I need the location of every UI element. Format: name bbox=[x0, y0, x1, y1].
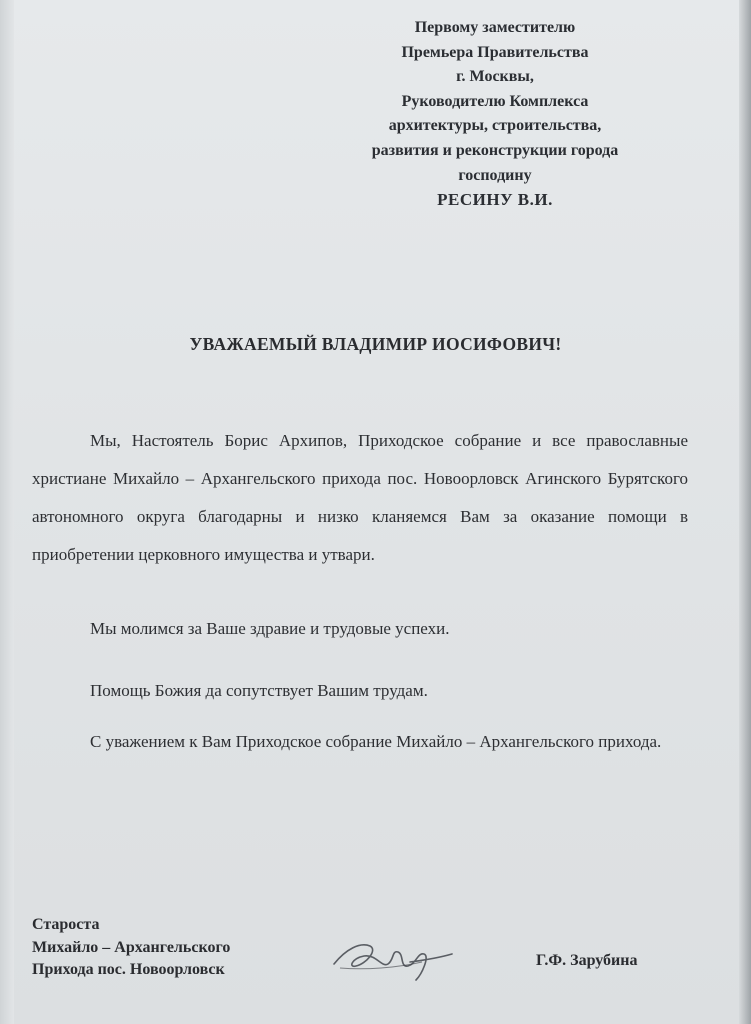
signatory-title-line: Прихода пос. Новоорловск bbox=[32, 961, 225, 978]
page-right-edge bbox=[739, 0, 751, 1024]
signatory-title-line: Староста bbox=[32, 916, 100, 933]
addressee-name: РЕСИНУ В.И. bbox=[437, 190, 553, 210]
addressee-line: Руководителю Комплекса bbox=[401, 92, 589, 110]
signatory-title-block bbox=[32, 914, 230, 982]
signatory-title-line: Михайло – Архангельского bbox=[32, 938, 231, 956]
addressee-line: г. Москвы, bbox=[456, 68, 534, 86]
addressee-line: Премьера Правительства bbox=[401, 43, 589, 61]
addressee-block bbox=[320, 16, 670, 213]
body-paragraph: С уважением к Вам Приходское собрание Михайло – Архангельского прихода. bbox=[90, 732, 662, 751]
addressee-line: архитектуры, строительства, bbox=[388, 117, 602, 135]
body-paragraph: Мы, Настоятель Борис Архипов, Приходское собрание и все православные христиане Михайло – Архангельского прихода пос. Новоорловск Агинского Бурятского автономного округа благодарны и низко кланяемся Вам за оказание помощи в приобретении церковного имущества и утвари. bbox=[32, 431, 688, 564]
addressee-line: Первому заместителю bbox=[414, 19, 576, 36]
handwritten-signature bbox=[326, 924, 456, 984]
body-paragraph: Помощь Божия да сопутствует Вашим трудам. bbox=[90, 681, 428, 700]
signatory-name: Г.Ф. Зарубина bbox=[536, 952, 638, 969]
addressee-line: господину bbox=[458, 166, 532, 184]
page-left-edge bbox=[0, 0, 14, 1024]
addressee-line: развития и реконструкции города bbox=[371, 141, 619, 159]
body-paragraph: Мы молимся за Ваше здравие и трудовые успехи. bbox=[90, 619, 450, 638]
salutation: УВАЖАЕМЫЙ ВЛАДИМИР ИОСИФОВИЧ! bbox=[189, 334, 562, 354]
